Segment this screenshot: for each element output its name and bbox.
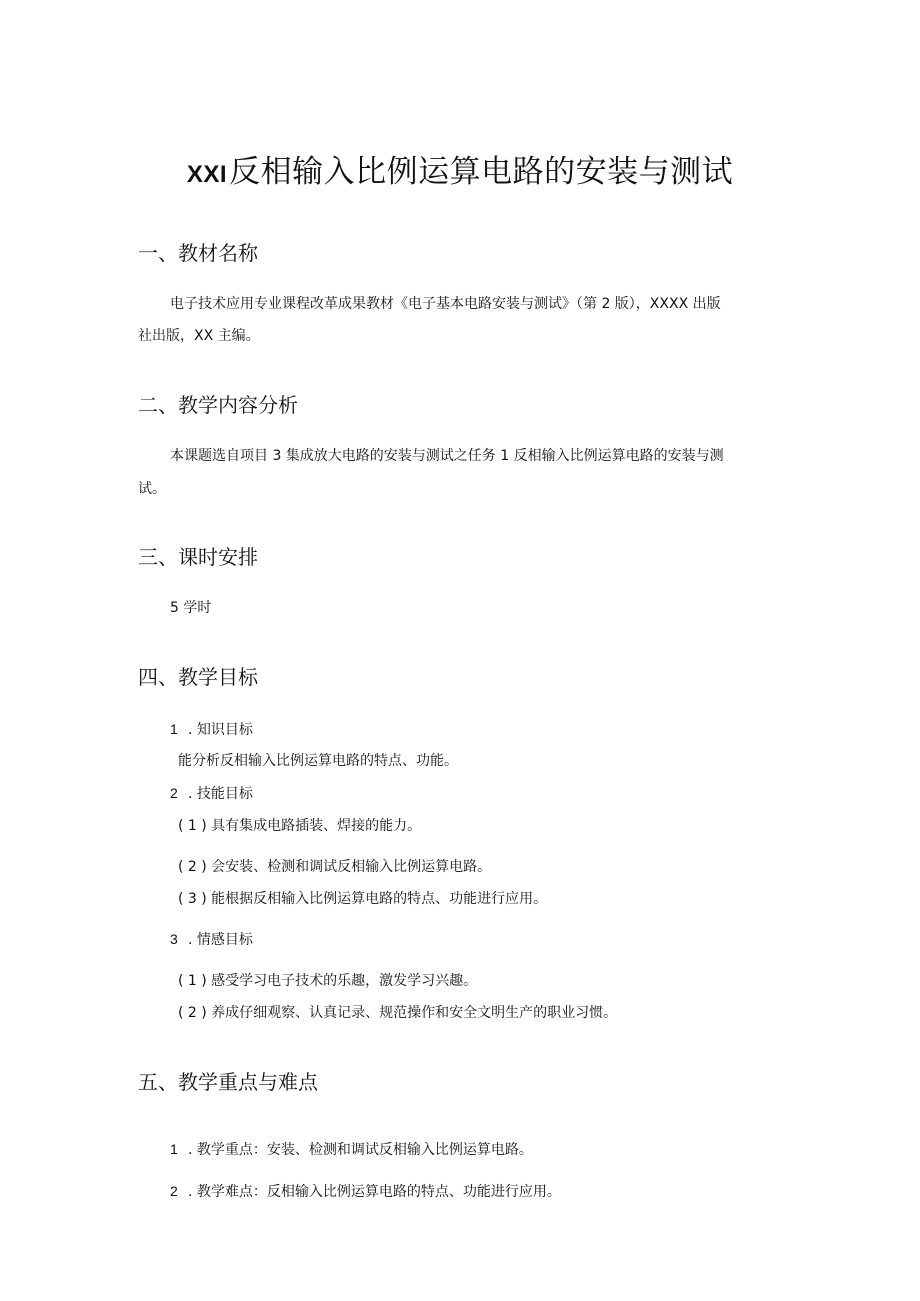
key-point-item (170, 1138, 533, 1161)
section-heading-key-points: 五、教学重点与难点 (138, 1070, 318, 1094)
skill-item-2: ( 2 ) 会安装、检测和调试反相输入比例运算电路。 (178, 859, 492, 875)
skill-item-3: ( 3 ) 能根据反相输入比例运算电路的特点、功能进行应用。 (178, 891, 548, 907)
skill-item-1: ( 1 ) 具有集成电路插装、焊接的能力。 (178, 818, 422, 834)
section-heading-content-analysis: 二、教学内容分析 (138, 393, 298, 417)
content-analysis-line-1: 本课题选自项目 3 集成放大电路的安装与测试之任务 1 反相输入比例运算电路的安装与测 (170, 448, 724, 464)
objective-label: . 情感目标 (188, 932, 253, 948)
section-heading-objectives: 四、教学目标 (138, 665, 258, 689)
difficult-point-label: . 教学难点：反相输入比例运算电路的特点、功能进行应用。 (188, 1184, 561, 1200)
objective-number: 3 (170, 931, 178, 947)
difficult-point-item (170, 1180, 561, 1203)
section-heading-textbook: 一、教材名称 (138, 241, 258, 265)
objective-number: 2 (170, 785, 178, 801)
objective-label: . 技能目标 (188, 786, 253, 802)
objective-number: 1 (170, 721, 178, 737)
emotion-item-2: ( 2 ) 养成仔细观察、认真记录、规范操作和安全文明生产的职业习惯。 (178, 1005, 618, 1021)
title-prefix: XXI (186, 161, 228, 188)
title-main: 反相输入比例运算电路的安装与测试 (229, 154, 734, 190)
key-point-number: 1 (170, 1141, 178, 1157)
section-heading-schedule: 三、课时安排 (138, 545, 258, 569)
emotion-item-1: ( 1 ) 感受学习电子技术的乐趣，激发学习兴趣。 (178, 973, 478, 989)
objective-knowledge (170, 718, 253, 741)
objective-label: . 知识目标 (188, 722, 253, 738)
document-title (0, 148, 920, 199)
textbook-line-1: 电子技术应用专业课程改革成果教材《电子基本电路安装与测试》（第 2 版），XXXX 出版 (170, 296, 721, 312)
schedule-hours: 5 学时 (170, 600, 212, 616)
knowledge-text: 能分析反相输入比例运算电路的特点、功能。 (178, 753, 458, 769)
objective-emotion (170, 928, 253, 951)
textbook-line-2: 社出版，XX 主编。 (138, 328, 260, 344)
content-analysis-line-2: 试。 (138, 481, 166, 497)
difficult-point-number: 2 (170, 1183, 178, 1199)
objective-skills (170, 782, 253, 805)
key-point-label: . 教学重点：安装、检测和调试反相输入比例运算电路。 (188, 1142, 533, 1158)
